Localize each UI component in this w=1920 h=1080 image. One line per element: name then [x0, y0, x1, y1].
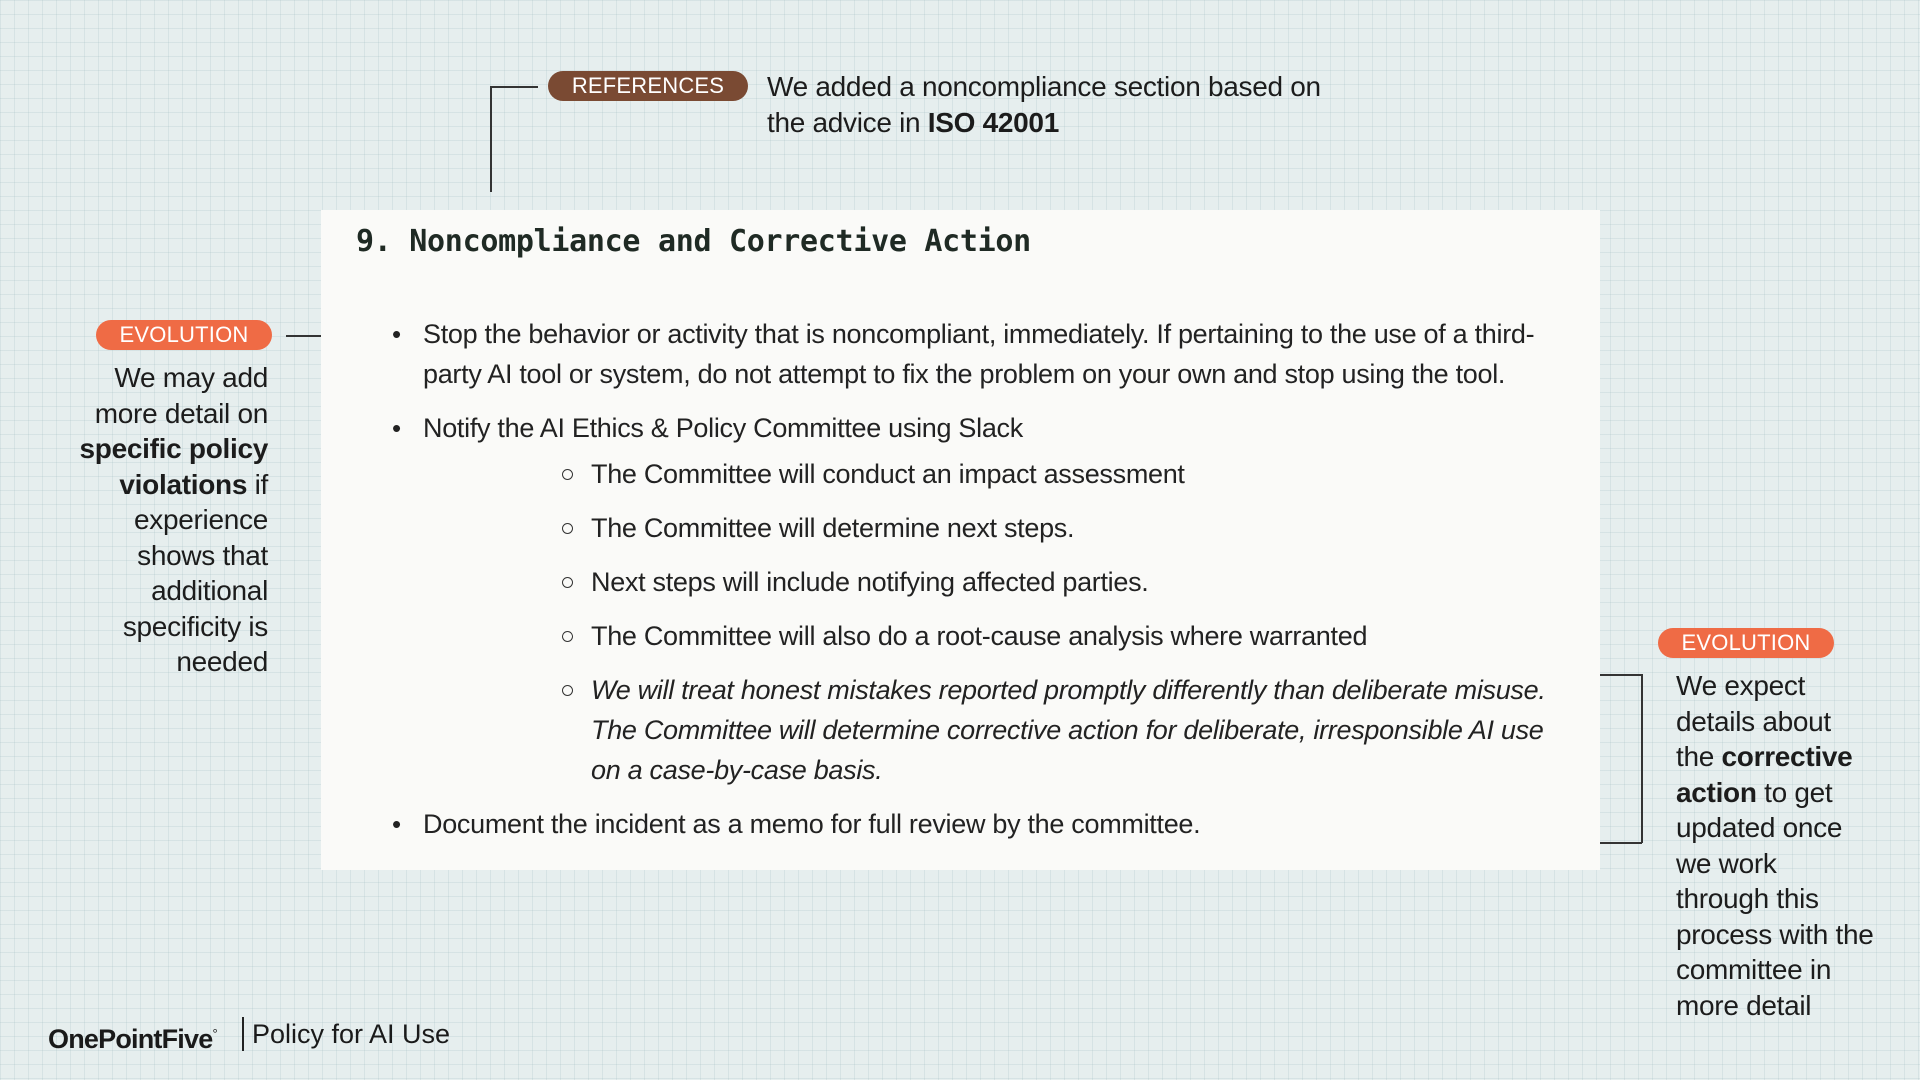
logo-mark: ° — [212, 1026, 217, 1041]
policy-document-excerpt — [321, 210, 1600, 870]
footer-title: Policy for AI Use — [252, 1019, 451, 1049]
bullet-stop-behavior: • Stop the behavior or activity that is noncompliant, immediately. If pertaining to the use of a third-party AI tool or system, do not attempt to fix the problem on your own and stop using the tool. — [321, 314, 1600, 394]
evolution-badge-left: EVOLUTION — [96, 320, 272, 350]
iso-reference: ISO 42001 — [927, 106, 1059, 138]
logo-text: OnePointFive — [48, 1024, 213, 1054]
evolution-left-text-before: We may add more detail on — [94, 362, 268, 429]
sub-bullet-list — [423, 454, 1592, 790]
sub-bullet-next-steps: The Committee will determine next steps. — [423, 508, 1592, 548]
evolution-right-bracket-top — [1600, 674, 1642, 676]
evolution-right-text-before: We expect details about the — [1676, 670, 1831, 772]
evolution-left-text-bold: specific policy violations — [79, 433, 268, 500]
sub-bullet-impact-assessment: The Committee will conduct an impact assessment — [423, 454, 1592, 494]
bullet-list — [321, 314, 1600, 858]
evolution-badge-right: EVOLUTION — [1658, 628, 1834, 658]
bullet-notify-committee-text: Notify the AI Ethics & Policy Committee using Slack — [423, 413, 1023, 443]
references-note-line1: We added a noncompliance section based on — [767, 71, 1321, 102]
sub-bullet-honest-mistakes: We will treat honest mistakes reported promptly differently than deliberate misuse. The Committee will determine corrective action for deliberate, irresponsible AI use on a case-by-case basis. — [423, 670, 1592, 790]
references-connector-vertical — [490, 86, 492, 192]
evolution-right-bracket-vertical — [1641, 674, 1643, 843]
evolution-note-right — [1676, 668, 1876, 1023]
evolution-right-text-after: to get updated once we work through this process with the committee in more detail — [1676, 776, 1874, 1021]
references-note-line2 — [767, 105, 1407, 141]
evolution-note-left — [64, 360, 268, 680]
references-note-prefix: the advice in — [767, 106, 928, 138]
sub-bullet-root-cause: The Committee will also do a root-cause analysis where warranted — [423, 616, 1592, 656]
evolution-right-bracket-bottom — [1600, 842, 1642, 844]
references-connector-horizontal — [490, 86, 538, 88]
sub-bullet-notify-parties: Next steps will include notifying affected parties. — [423, 562, 1592, 602]
section-title: 9. Noncompliance and Corrective Action — [356, 224, 1031, 259]
bullet-document-incident: • Document the incident as a memo for full review by the committee. — [321, 804, 1600, 844]
references-badge: REFERENCES — [548, 71, 748, 101]
footer-divider — [242, 1017, 244, 1051]
evolution-right-text-bold: corrective action — [1676, 741, 1853, 808]
evolution-left-text-after: if experience shows that additional specificity is needed — [122, 468, 268, 677]
references-note — [767, 69, 1407, 140]
onepointfive-logo — [48, 1014, 217, 1059]
bullet-notify-committee — [321, 408, 1600, 790]
